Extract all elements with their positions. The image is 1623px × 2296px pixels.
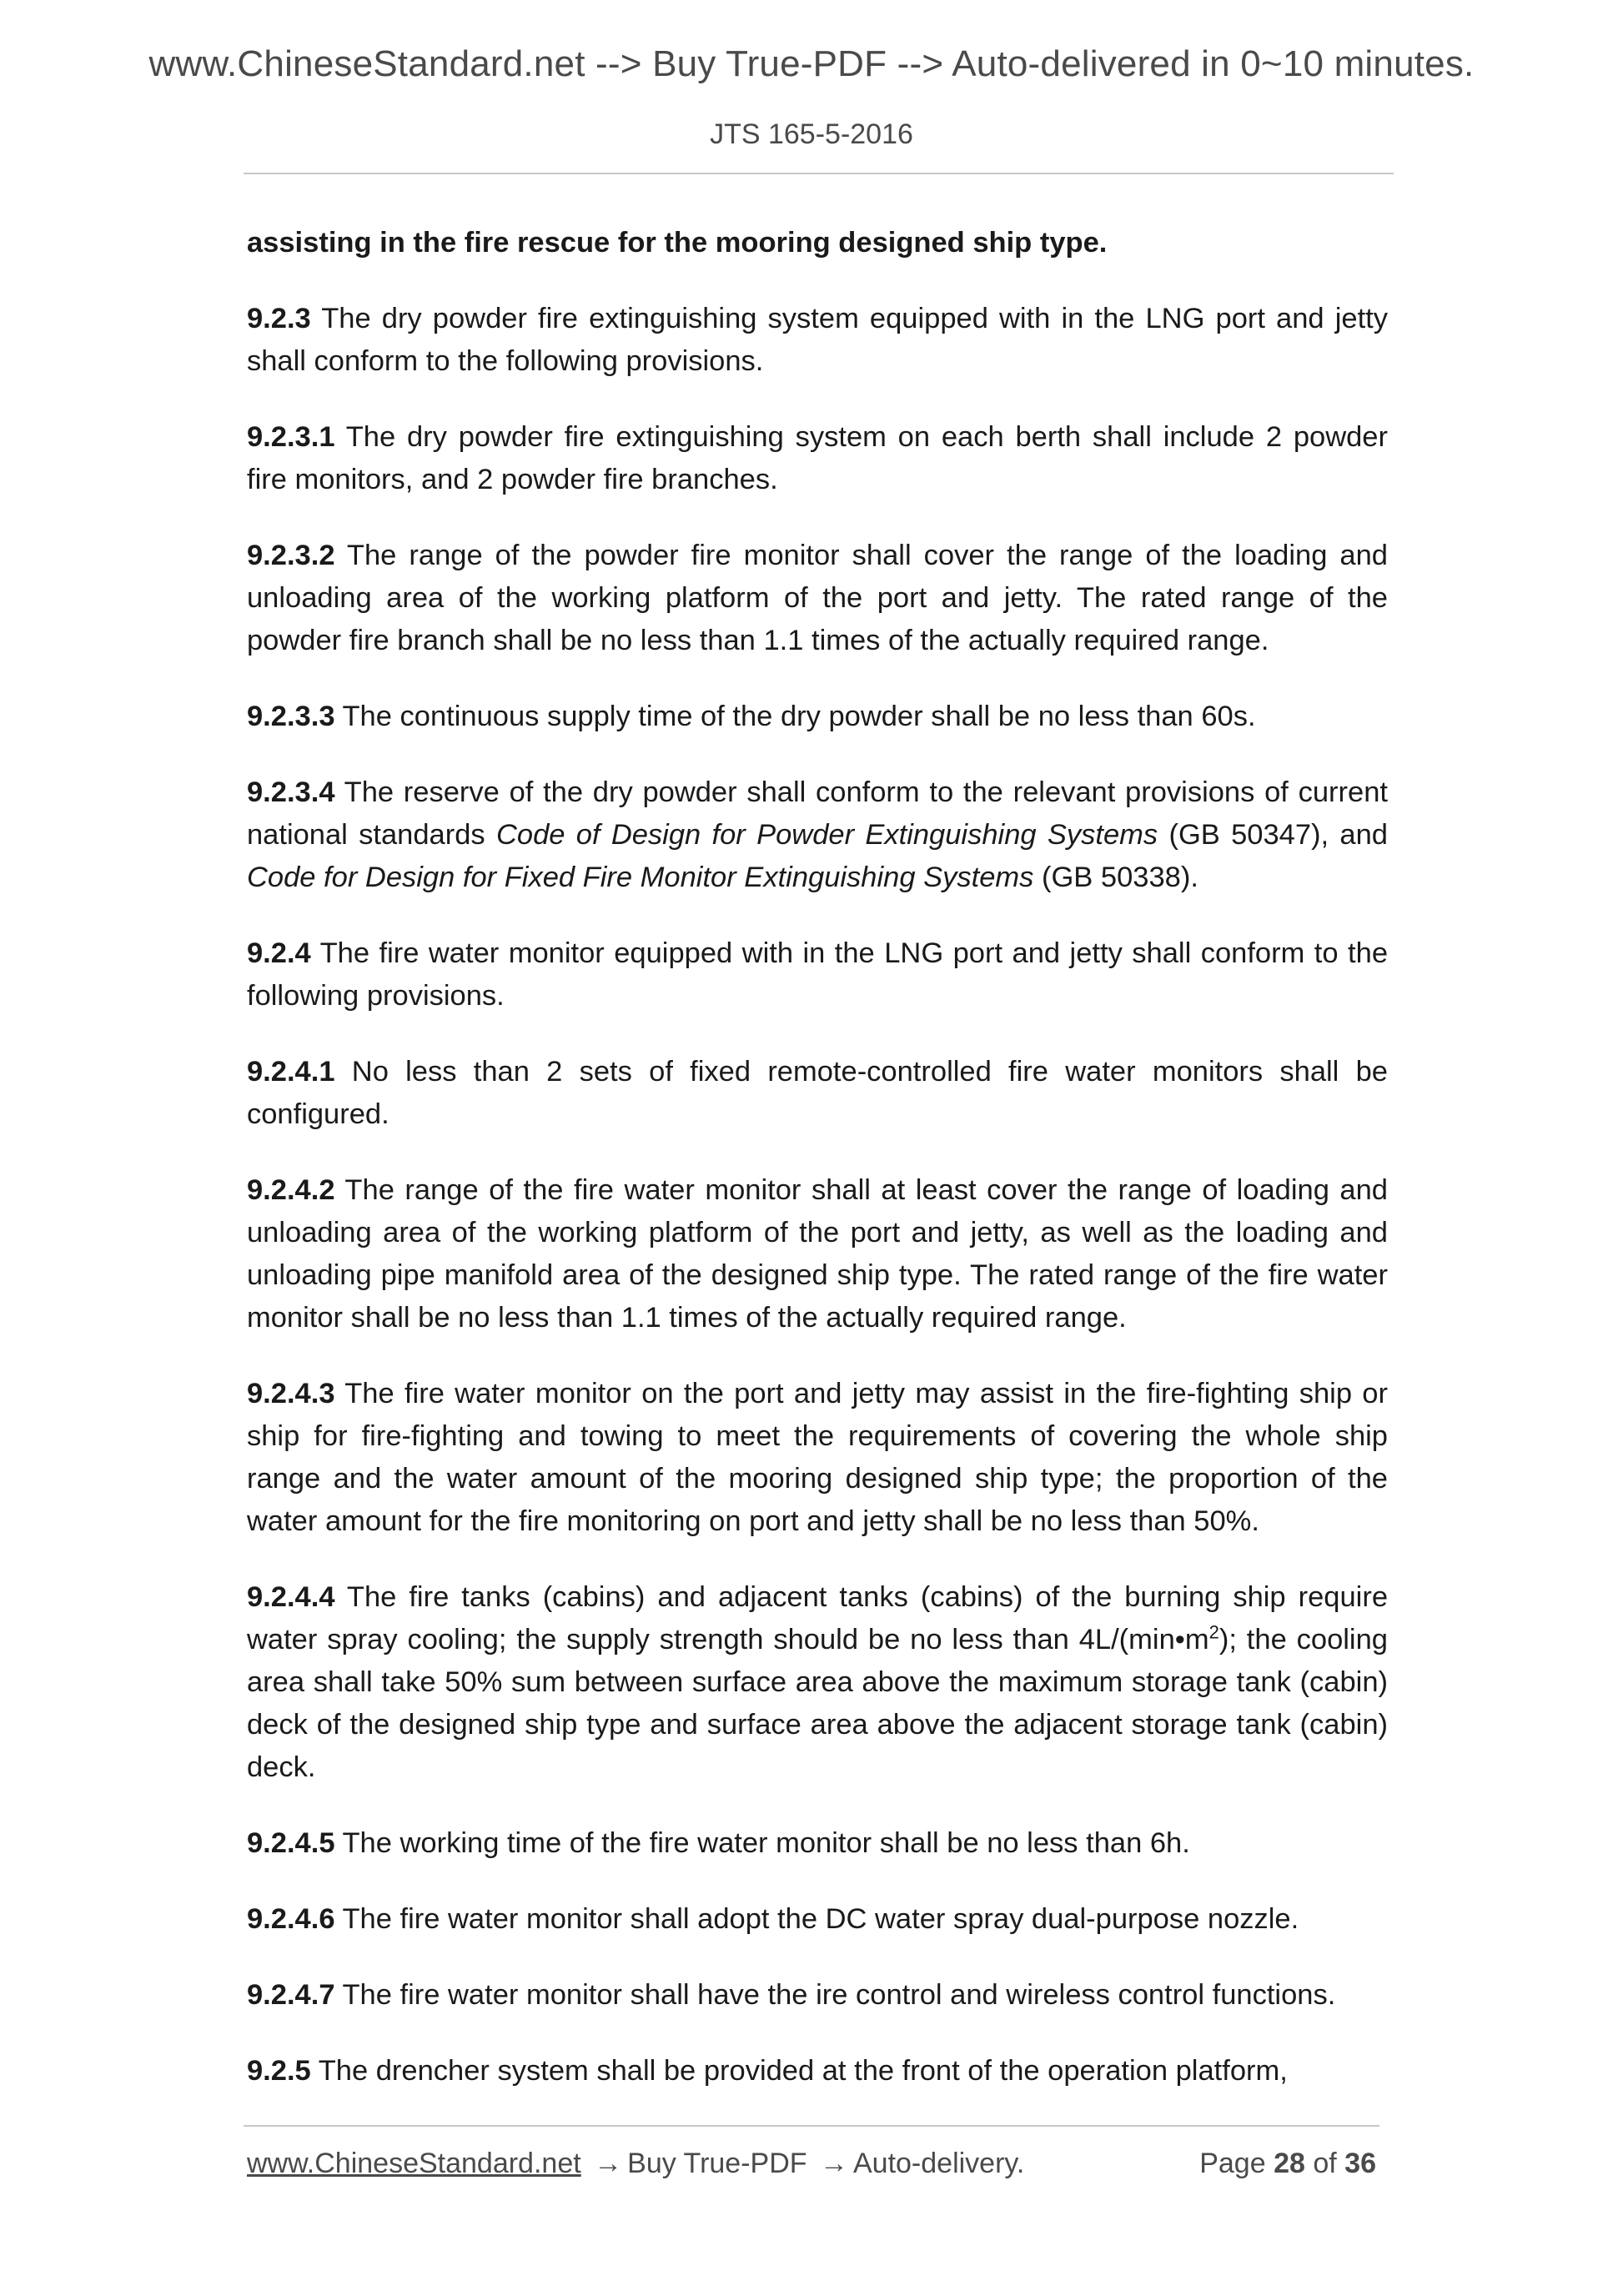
document-code: JTS 165-5-2016 xyxy=(710,118,913,150)
site-banner: www.ChineseStandard.net --> Buy True-PDF --> Auto-delivered in 0~10 minutes. xyxy=(148,43,1475,84)
clause-text: The reserve of the dry powder shall conform to the relevant provisions of current national standards xyxy=(247,776,1388,851)
clause-number: 9.2.4.3 xyxy=(247,1378,335,1409)
clause-text: The continuous supply time of the dry powder shall be no less than 60s. xyxy=(334,701,1256,732)
clause-number: 9.2.4.7 xyxy=(247,1979,335,2011)
arrow-right-icon: → xyxy=(594,2148,623,2179)
clause-9-2-4-3 xyxy=(247,1373,1388,1543)
clause-text: (GB 50347), and xyxy=(1158,819,1388,851)
clause-text: The fire water monitor equipped with in the LNG port and jetty shall conform to the following provisions. xyxy=(247,937,1388,1012)
footer-divider xyxy=(244,2125,1379,2127)
clause-number: 9.2.3.4 xyxy=(247,776,335,808)
clause-9-2-3 xyxy=(247,298,1388,383)
clause-number: 9.2.3 xyxy=(247,303,311,334)
clause-9-2-3-1 xyxy=(247,416,1388,501)
clause-9-2-4-5 xyxy=(247,1822,1388,1865)
document-body xyxy=(247,222,1388,2126)
standard-title: Code for Design for Fixed Fire Monitor Extinguishing Systems xyxy=(247,862,1034,893)
clause-text: The fire water monitor shall adopt the DC water spray dual-purpose nozzle. xyxy=(334,1903,1299,1935)
clause-9-2-4-4 xyxy=(247,1576,1388,1789)
page-of: of xyxy=(1313,2148,1337,2179)
page-footer xyxy=(247,2148,1376,2188)
clause-number: 9.2.4.1 xyxy=(247,1056,335,1088)
clause-number: 9.2.4.2 xyxy=(247,1174,335,1206)
page-label: Page xyxy=(1199,2148,1266,2179)
clause-number: 9.2.4.6 xyxy=(247,1903,335,1935)
clause-text: The working time of the fire water monitor shall be no less than 6h. xyxy=(334,1827,1190,1859)
clause-text: The fire water monitor on the port and jetty may assist in the fire-fighting ship or ship for fire-fighting and towing to meet the requirements of covering the whole ship range and the water amount of the mooring designed ship type; the proportion of the water amount for the fire monitoring on port and jetty shall be no less than 50%. xyxy=(247,1378,1388,1537)
clause-9-2-4-6 xyxy=(247,1898,1388,1941)
lead-line: assisting in the fire rescue for the mooring designed ship type. xyxy=(247,227,1108,259)
clause-number: 9.2.4.5 xyxy=(247,1827,335,1859)
clause-text: ); the cooling area shall take 50% sum between surface area above the maximum storage tank (cabin) deck of the designed ship type and surface area above the adjacent storage tank (cabin) deck. xyxy=(247,1624,1388,1783)
page-total: 36 xyxy=(1344,2148,1376,2179)
clause-number: 9.2.5 xyxy=(247,2055,311,2087)
clause-9-2-4-1 xyxy=(247,1051,1388,1136)
clause-9-2-4 xyxy=(247,932,1388,1017)
clause-number: 9.2.3.2 xyxy=(247,540,335,571)
clause-9-2-4-7 xyxy=(247,1974,1388,2017)
footer-promo xyxy=(247,2148,1024,2180)
clause-9-2-4-2 xyxy=(247,1169,1388,1339)
clause-9-2-3-2 xyxy=(247,535,1388,662)
clause-text: The range of the fire water monitor shall at least cover the range of loading and unloading area of the working platform of the port and jetty, as well as the loading and unloading pipe manifold area of the designed ship type. The rated range of the fire water monitor shall be no less than 1.1 times of the actually required range. xyxy=(247,1174,1388,1334)
clause-text: No less than 2 sets of fixed remote-controlled fire water monitors shall be configured. xyxy=(247,1056,1388,1130)
clause-9-2-5 xyxy=(247,2050,1388,2093)
clause-text: The range of the powder fire monitor shall cover the range of the loading and unloading area of the working platform of the port and jetty. The rated range of the powder fire branch shall be no less than 1.1 times of the actually required range. xyxy=(247,540,1388,656)
page-current: 28 xyxy=(1274,2148,1305,2179)
clause-text: The dry powder fire extinguishing system on each berth shall include 2 powder fire monitors, and 2 powder fire branches. xyxy=(247,421,1388,495)
page-counter xyxy=(1199,2148,1376,2180)
clause-text: (GB 50338). xyxy=(1033,862,1198,893)
clause-number: 9.2.3.3 xyxy=(247,701,335,732)
clause-text: The drencher system shall be provided at the front of the operation platform, xyxy=(310,2055,1288,2087)
arrow-right-icon: → xyxy=(819,2148,848,2179)
auto-delivery-text: Auto-delivery. xyxy=(852,2148,1025,2179)
clause-text: The fire tanks (cabins) and adjacent tanks (cabins) of the burning ship require water spray cooling; the supply strength should be no less than 4L/(min•m xyxy=(247,1581,1388,1655)
site-link[interactable]: www.ChineseStandard.net xyxy=(247,2148,581,2179)
standard-title: Code of Design for Powder Extinguishing Systems xyxy=(495,819,1158,851)
clause-number: 9.2.4 xyxy=(247,937,311,969)
clause-9-2-3-4 xyxy=(247,771,1388,899)
clause-text: The dry powder fire extinguishing system equipped with in the LNG port and jetty shall conform to the following provisions. xyxy=(247,303,1388,377)
header-divider xyxy=(244,173,1394,174)
clause-number: 9.2.4.4 xyxy=(247,1581,335,1613)
clause-9-2-3-3 xyxy=(247,696,1388,738)
clause-text: The fire water monitor shall have the ire control and wireless control functions. xyxy=(334,1979,1336,2011)
buy-text: Buy True-PDF xyxy=(627,2148,807,2179)
clause-number: 9.2.3.1 xyxy=(247,421,335,453)
superscript: 2 xyxy=(1208,1621,1219,1643)
